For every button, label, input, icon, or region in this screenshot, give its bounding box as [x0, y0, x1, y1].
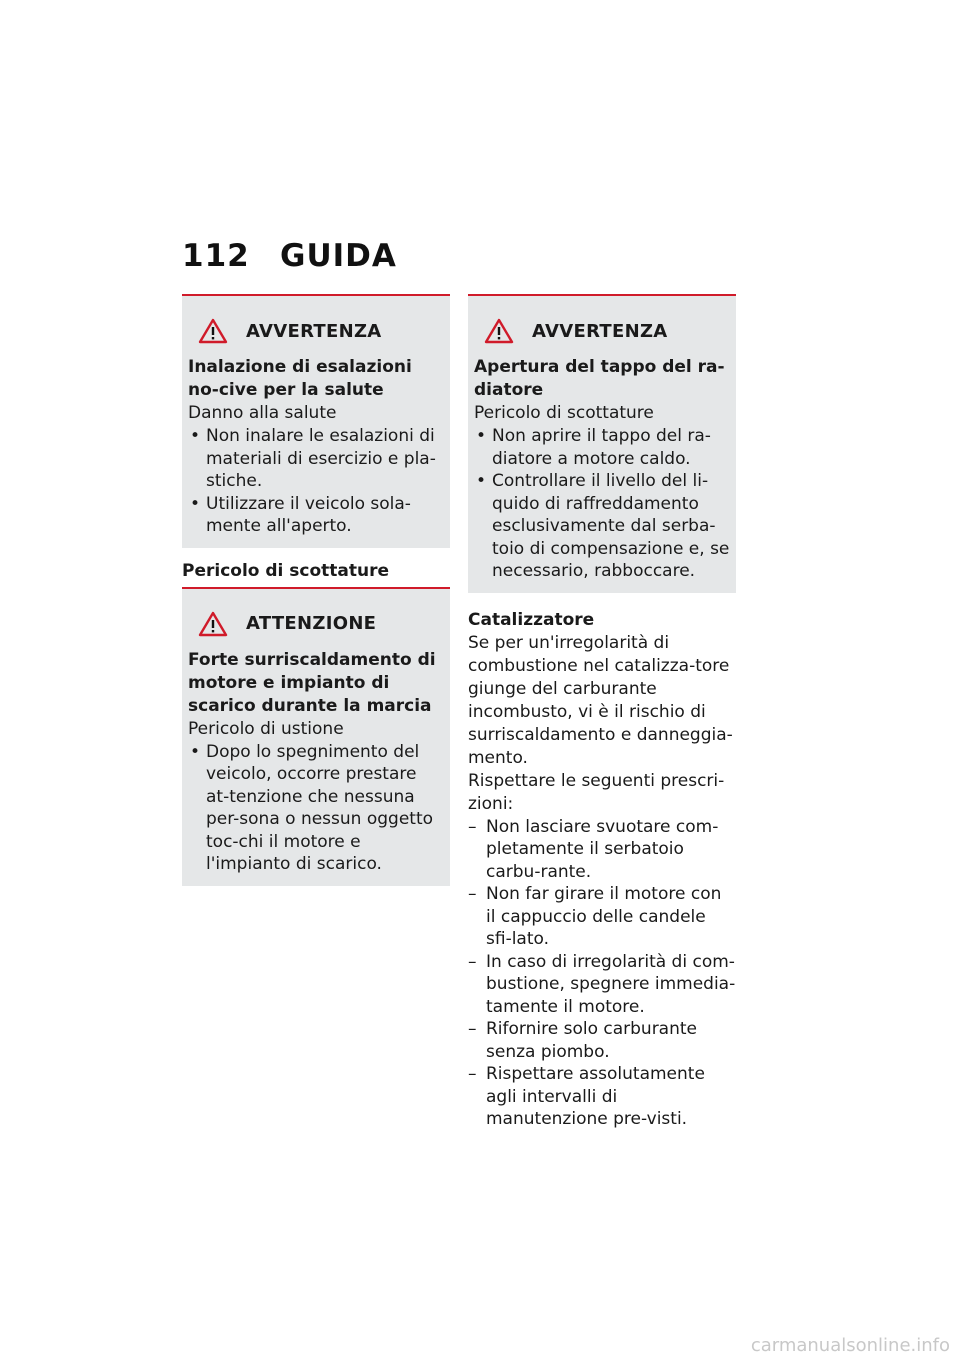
page-header: [182, 238, 397, 274]
caution-label: ATTENZIONE: [246, 613, 377, 634]
section-heading-catalyst: Catalizzatore: [468, 609, 595, 630]
warning-box-fumes: [182, 294, 450, 548]
caution-box-header: [198, 611, 444, 637]
warning-triangle-icon: [198, 611, 228, 637]
list-item: • Non aprire il tappo del ra-diatore a motore caldo.: [474, 425, 730, 470]
list-item: • Dopo lo spegnimento del veicolo, occorre prestare at-tenzione che nessuna per-sona o nessun oggetto toc-chi il motore e l'impianto di scarico.: [188, 741, 444, 876]
caution-bullet-list: [188, 741, 444, 876]
warning-box-radiator: [468, 294, 736, 593]
list-item: – Non far girare il motore con il cappuccio delle candele sfi-lato.: [468, 883, 736, 951]
left-column: [182, 294, 450, 886]
instructions-list: [468, 816, 736, 1131]
warning-label: AVVERTENZA: [532, 320, 668, 342]
caution-box-exhaust: [182, 587, 450, 886]
list-item: • Non inalare le esalazioni di materiali di esercizio e pla-stiche.: [188, 425, 444, 493]
instructions-intro: Rispettare le seguenti prescri-zioni:: [468, 770, 725, 814]
caution-consequence: Pericolo di ustione: [188, 718, 344, 739]
warning-box-header: [484, 318, 730, 344]
watermark: carmanualsonline.info: [750, 1335, 950, 1356]
caution-title: Forte surriscaldamento di motore e impianto di scarico durante la marcia: [188, 649, 436, 716]
list-item: – Rifornire solo carburante senza piombo.: [468, 1018, 736, 1063]
section-heading-burns: Pericolo di scottature: [182, 560, 390, 581]
warning-triangle-icon: [484, 318, 514, 344]
catalyst-paragraph: Se per un'irregolarità di combustione nel catalizza-tore giunge del carburante incombusto, vi è il rischio di surriscaldamento e danneggia-mento.: [468, 632, 733, 768]
warning-consequence: Pericolo di scottature: [474, 403, 654, 423]
warning-bullet-list: [474, 425, 730, 583]
warning-title: Apertura del tappo del ra-diatore: [474, 357, 725, 400]
warning-label: AVVERTENZA: [246, 320, 382, 342]
list-item: – Non lasciare svuotare com-pletamente il serbatoio carbu-rante.: [468, 816, 736, 884]
page-number: 112: [182, 238, 250, 274]
warning-title: Inalazione di esalazioni no-cive per la salute: [188, 357, 412, 400]
list-item: • Controllare il livello del li-quido di raffreddamento esclusivamente dal serba-toio di compensazione e, se necessario, rabboccare.: [474, 470, 730, 583]
right-column: [468, 294, 736, 1131]
list-item: – Rispettare assolutamente agli intervalli di manutenzione pre-visti.: [468, 1063, 736, 1131]
list-item: • Utilizzare il veicolo sola-mente all'aperto.: [188, 493, 444, 538]
warning-consequence: Danno alla salute: [188, 403, 337, 423]
page-title: GUIDA: [280, 238, 397, 274]
warning-bullet-list: [188, 425, 444, 538]
list-item: – In caso di irregolarità di com-bustione, spegnere immedia-tamente il motore.: [468, 951, 736, 1019]
warning-box-header: [198, 318, 444, 344]
warning-triangle-icon: [198, 318, 228, 344]
